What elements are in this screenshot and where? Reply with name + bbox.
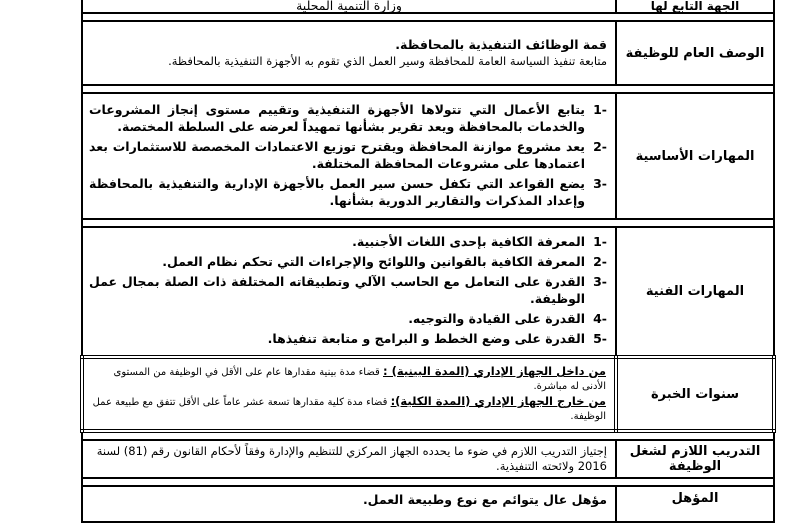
qualification-label: المؤهل xyxy=(616,486,774,522)
technical-skill-item: -5 القدرة على وضع الخطط و البرامج و متابعة تنفيذها. xyxy=(267,331,607,346)
core-skills-label: المهارات الأساسية xyxy=(616,93,774,219)
technical-skills-content xyxy=(82,227,616,357)
experience-inside-heading: من داخل الجهاز الإداري (المدة البينية) : xyxy=(383,364,606,378)
technical-skill-item: -2 المعرفة الكافية بالقوانين واللوائح والإجراءات التي تحكم نظام العمل. xyxy=(162,254,607,269)
description-line-2: متابعة تنفيذ السياسة العامة للمحافظة وسير العمل الذي تقوم به الأجهزة التنفيذية بالمحافظة. xyxy=(168,54,607,68)
core-skill-item: -1 يتابع الأعمال التي تتولاها الأجهزة التنفيذية وتقييم مستوى إنجاز المشروعات والخدمات بالمحافظة ويعد تقرير بشأنها تمهيداً لعرضه على السلطة المختصة. xyxy=(89,101,607,134)
row-affiliation xyxy=(82,0,774,13)
experience-outside-heading: من خارج الجهاز الإداري (المدة الكلية): xyxy=(390,394,606,408)
core-skill-item: -3 يضع القواعد التي تكفل حسن سير العمل بالأجهزة الإدارية والتنفيذية بالمحافظة وإعداد المذكرات والتقارير الدورية بشأنها. xyxy=(89,175,607,208)
row-description xyxy=(82,21,774,85)
core-skill-item: -2 يعد مشروع موازنة المحافظة ويقترح توزيع الاعتمادات المخصصة للاستثمارات بعد اعتمادها على مشروعات المحافظة المختلفة. xyxy=(89,138,607,171)
affiliation-value: وزارة التنمية المحلية xyxy=(82,0,616,13)
affiliation-label: الجهة التابع لها xyxy=(616,0,774,13)
row-core-skills xyxy=(82,93,774,219)
row-experience xyxy=(82,357,774,431)
row-technical-skills xyxy=(82,227,774,357)
row-qualification xyxy=(82,486,774,522)
row-training xyxy=(82,440,774,478)
job-description-document xyxy=(80,0,776,532)
experience-label: سنوات الخبرة xyxy=(616,357,774,431)
technical-skills-list xyxy=(89,233,607,347)
experience-content xyxy=(82,357,616,431)
experience-outside-text: قضاء مدة كلية مقدارها تسعة عشر عاماً على الأقل تتفق مع طبيعة عمل الوظيفة. xyxy=(92,397,606,422)
description-line-1: قمة الوظائف التنفيذية بالمحافظة. xyxy=(395,37,607,52)
technical-skill-item: -1 المعرفة الكافية بإحدى اللغات الأجنبية. xyxy=(352,234,607,249)
technical-skills-label: المهارات الفنية xyxy=(616,227,774,357)
description-content xyxy=(82,21,616,85)
experience-inside-text: قضاء مدة بينية مقدارها عام على الأقل في الوظيفة من المستوى الأدنى له مباشرة. xyxy=(113,367,606,392)
technical-skill-item: -4 القدرة على القيادة والتوجيه. xyxy=(408,311,607,326)
technical-skill-item: -3 القدرة على التعامل مع الحاسب الآلي وتطبيقاته المختلفة ذات الصلة بمجال عمل الوظيفة. xyxy=(89,274,607,306)
core-skills-list xyxy=(89,101,607,209)
core-skills-content xyxy=(82,93,616,219)
description-label: الوصف العام للوظيفة xyxy=(616,21,774,85)
job-card-table xyxy=(80,0,776,523)
training-label: التدريب اللازم لشغل الوظيفة xyxy=(616,440,774,478)
training-content: إجتياز التدريب اللازم في ضوء ما يحدده الجهاز المركزي للتنظيم والإدارة وفقاً لأحكام القانون رقم (81) لسنة 2016 ولائحته التنفيذية. xyxy=(82,440,616,478)
qualification-content: مؤهل عال يتوائم مع نوع وطبيعة العمل. xyxy=(82,486,616,522)
